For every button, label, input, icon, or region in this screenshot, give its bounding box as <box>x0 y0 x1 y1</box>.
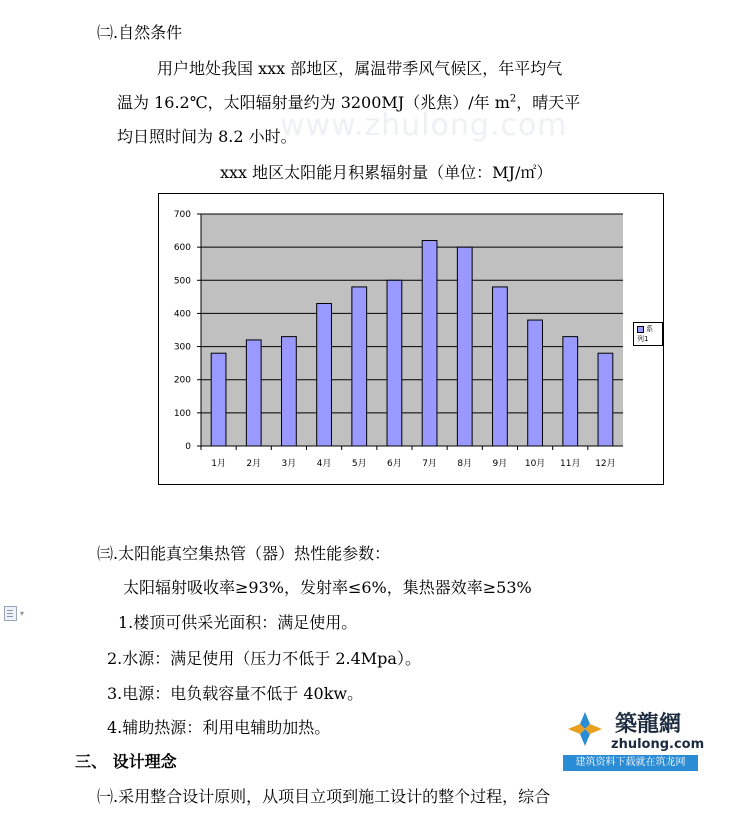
chart <box>158 193 664 485</box>
plot-area <box>201 214 623 446</box>
bar-3月 <box>282 337 297 446</box>
logo-site: zhulong.com <box>611 737 705 752</box>
superscript: 2 <box>509 93 517 105</box>
bar-12月 <box>598 353 613 446</box>
section3-title: ㈢.太阳能真空集热管（器）热性能参数： <box>97 544 391 563</box>
logo-tagline: 建筑资料下载就在筑龙网 <box>563 755 698 771</box>
y-tick-label: 600 <box>173 243 191 254</box>
list-item-4: 4.辅助热源：利用电辅助加热。 <box>107 718 331 737</box>
x-tick-label: 9月 <box>492 459 508 469</box>
y-tick-label: 500 <box>173 276 191 287</box>
watermark: www.zhulong.com <box>280 108 568 143</box>
section2-title: ㈡.自然条件 <box>97 23 183 42</box>
y-tick-label: 100 <box>173 408 191 419</box>
heading-design-concept: 三、 设计理念 <box>75 752 177 771</box>
bar-8月 <box>457 247 472 446</box>
bar-1月 <box>211 353 226 446</box>
x-tick-label: 7月 <box>422 459 437 469</box>
bar-9月 <box>493 287 508 446</box>
list-item-3: 3.电源：电负载容量不低于 40kw。 <box>107 684 364 703</box>
logo-name: 築龍網 <box>615 711 682 737</box>
para-last: ㈠.采用整合设计原则，从项目立项到施工设计的整个过程，综合 <box>97 787 551 806</box>
bar-7月 <box>422 241 437 446</box>
x-tick-label: 2月 <box>246 459 262 469</box>
chart-svg <box>159 194 663 484</box>
x-tick-label: 1月 <box>211 459 226 469</box>
x-tick-label: 11月 <box>560 459 581 469</box>
y-tick-label: 200 <box>173 375 191 386</box>
bar-6月 <box>387 280 402 446</box>
list-item-1: 1.楼顶可供采光面积：满足使用。 <box>118 613 358 632</box>
y-tick-label: 300 <box>173 342 191 353</box>
para1-line1: 用户地处我国 xxx 部地区，属温带季风气候区，年平均气 <box>157 59 563 78</box>
dropdown-caret-icon[interactable]: ▾ <box>20 609 25 618</box>
legend-swatch <box>637 326 644 333</box>
logo-mark-icon <box>567 711 603 747</box>
spec-line: 太阳辐射吸收率≥93%，发射率≤6%，集热器效率≥53% <box>123 578 532 597</box>
x-tick-label: 6月 <box>387 459 402 469</box>
chart-caption: xxx 地区太阳能月积累辐射量（单位：MJ/㎡） <box>220 163 553 182</box>
y-tick-label: 0 <box>185 442 191 452</box>
bar-11月 <box>563 337 578 446</box>
bar-5月 <box>352 287 367 446</box>
para1-line2 <box>117 92 580 114</box>
bar-4月 <box>317 303 332 446</box>
x-tick-label: 4月 <box>316 459 332 469</box>
x-tick-label: 10月 <box>524 459 546 469</box>
y-tick-label: 700 <box>173 210 191 220</box>
zhulong-logo <box>563 707 705 773</box>
chart-legend <box>633 322 663 346</box>
x-tick-label: 3月 <box>281 459 297 469</box>
para1-line2-b: ，晴天平 <box>516 93 581 112</box>
para1-line2-a: 温为 16.2℃，太阳辐射量约为 3200MJ（兆焦）/年 m <box>117 93 510 112</box>
bar-2月 <box>246 340 261 446</box>
x-tick-label: 5月 <box>351 459 367 469</box>
x-tick-label: 12月 <box>595 459 616 469</box>
para1-line3: 均日照时间为 8.2 小时。 <box>117 127 297 146</box>
list-item-2: 2.水源：满足使用（压力不低于 2.4Mpa）。 <box>107 649 421 668</box>
document-icon[interactable] <box>4 606 17 621</box>
legend-label: 系列1 <box>637 325 653 343</box>
x-tick-label: 8月 <box>457 459 473 469</box>
y-tick-label: 400 <box>173 309 191 320</box>
bar-10月 <box>528 320 543 446</box>
